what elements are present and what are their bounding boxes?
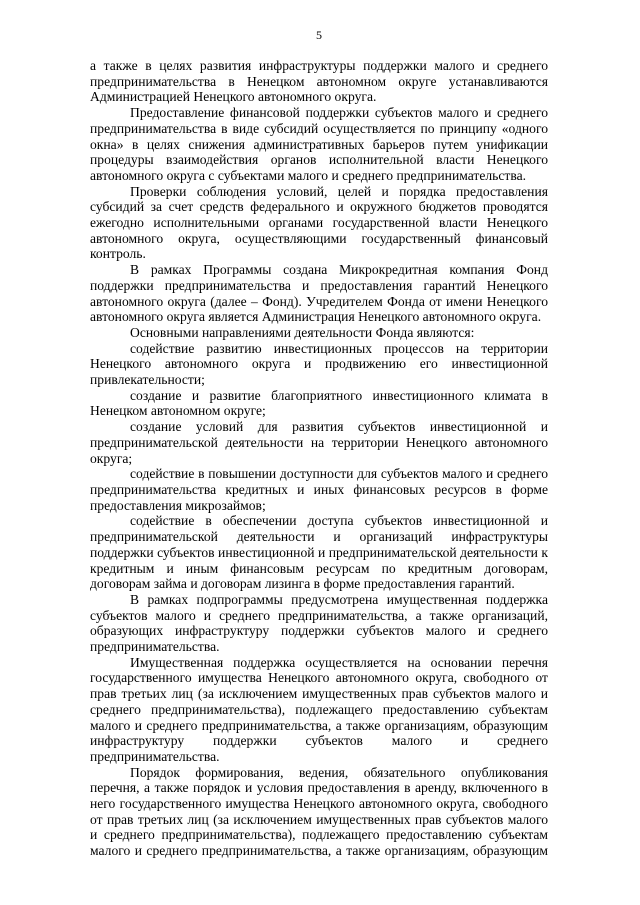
paragraph-6: содействие развитию инвестиционных процессов на территории Ненецкого автономного округа и продвижению его инвестиционной привлекательности; [90, 340, 548, 388]
paragraph-2: Предоставление финансовой поддержки субъектов малого и среднего предпринимательства в виде субсидий осуществляется по принципу «одного окна» в целях снижения административных барьеров путем унификации процедуры взаимодействия органов исполнительной власти Ненецкого автономного округа с субъектами малого и среднего предпринимательства. [90, 105, 548, 183]
paragraph-9: содействие в повышении доступности для субъектов малого и среднего предпринимательства кредитных и иных финансовых ресурсов в форме предоставления микрозаймов; [90, 466, 548, 513]
paragraph-10: содействие в обеспечении доступа субъектов инвестиционной и предпринимательской деятельности и организаций инфраструктуры поддержки субъектов инвестиционной и предпринимательской деятельности к кредитным и иным финансовым ресурсам по кредитным договорам, договорам займа и договорам лизинга в форме предоставления гарантий. [90, 513, 548, 592]
paragraph-8: создание условий для развития субъектов инвестиционной и предпринимательской деятельности на территории Ненецкого автономного округа; [90, 419, 548, 466]
paragraph-7: создание и развитие благоприятного инвестиционного климата в Ненецком автономном округе; [90, 387, 548, 419]
paragraph-11: В рамках подпрограммы предусмотрена имущественная поддержка субъектов малого и среднего предпринимательства, а также организаций, образующих инфраструктуру поддержки субъектов малого и среднего предпринимательства. [90, 591, 548, 655]
paragraph-13: Порядок формирования, ведения, обязательного опубликования перечня, а также порядок и условия предоставления в аренду, включенного в него государственного имущества Ненецкого автономного округа, свободного от прав третьих лиц (за исключением имущественных прав субъектов малого и среднего предпринимательства), подлежащего предоставлению субъектам малого и среднего предпринимательства, а также организациям, образующим [90, 764, 548, 859]
paragraph-5: Основными направлениями деятельности Фонда являются: [130, 324, 475, 340]
document-body [90, 58, 548, 859]
paragraph-4: В рамках Программы создана Микрокредитная компания Фонд поддержки предпринимательства и предоставления гарантий Ненецкого автономного округа (далее – Фонд). Учредителем Фонда от имени Ненецкого автономного округа является Администрация Ненецкого автономного округа. [90, 262, 548, 325]
paragraph-1: а также в целях развития инфраструктуры поддержки малого и среднего предпринимательства в Ненецком автономном округе устанавливаются Администрацией Ненецкого автономного округа. [90, 58, 548, 105]
paragraph-3: Проверки соблюдения условий, целей и порядка предоставления субсидий за счет средств федерального и окружного бюджетов проводятся ежегодно исполнительными органами государственной власти Ненецкого автономного округа, осуществляющими государственный финансовый контроль. [90, 183, 548, 262]
page-number: 5 [316, 28, 322, 42]
paragraph-12: Имущественная поддержка осуществляется на основании перечня государственного имущества Ненецкого автономного округа, свободного от прав третьих лиц (за исключением имущественных прав субъектов малого и среднего предпринимательства), подлежащего предоставлению субъектам малого и среднего предпринимательства, а также организациям, образующим инфраструктуру поддержки субъектов малого и среднего предпринимательства. [90, 654, 548, 764]
